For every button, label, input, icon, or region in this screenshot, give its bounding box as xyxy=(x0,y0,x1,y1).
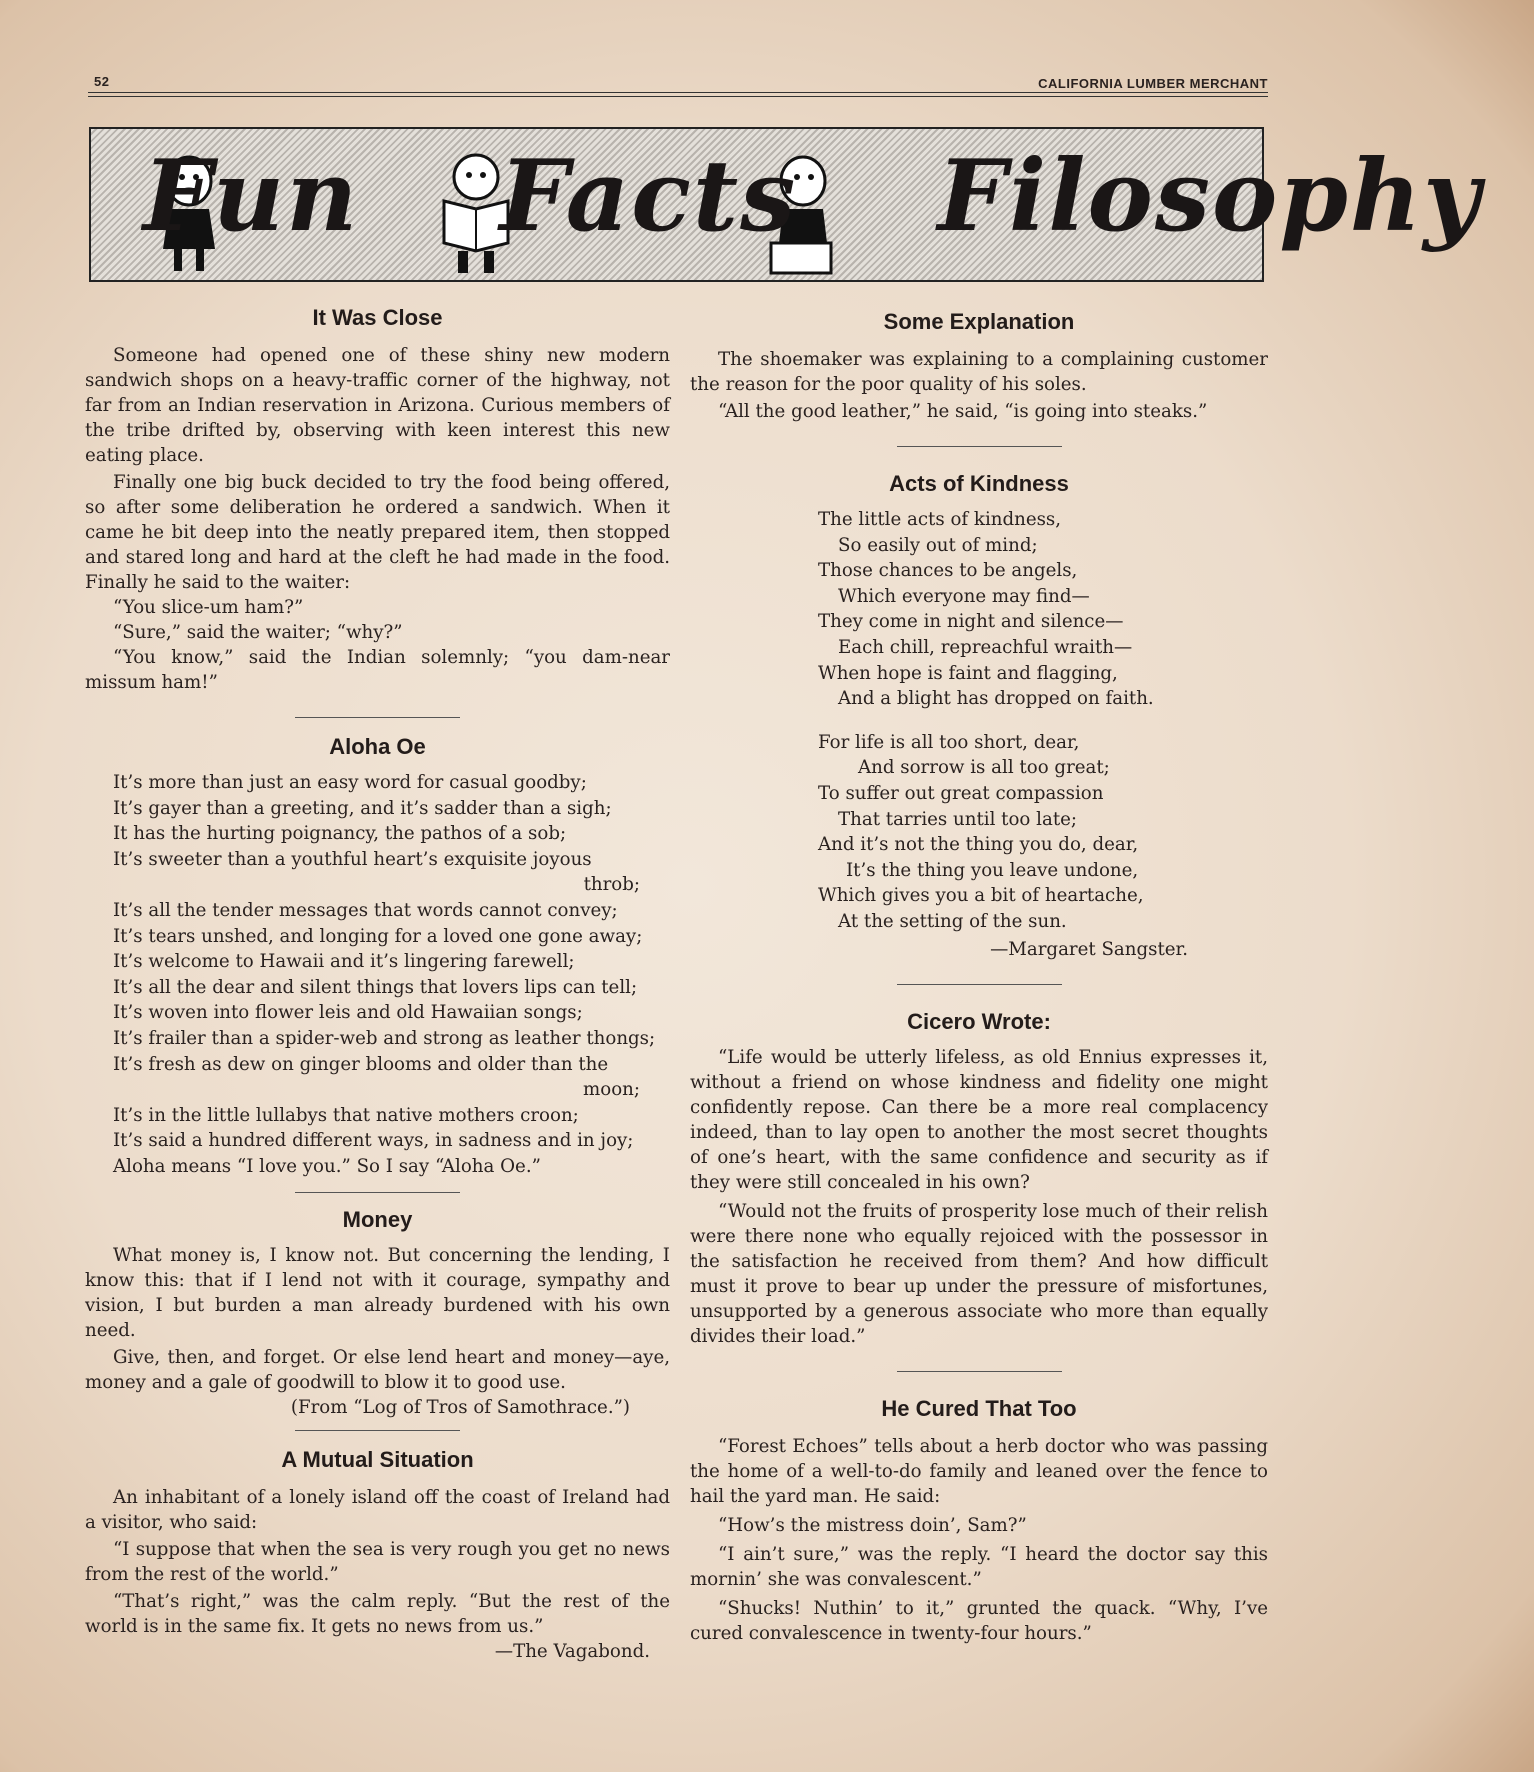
article-paragraph: The shoemaker was explaining to a complaining customer the reason for the poor quality of his soles. xyxy=(690,349,1268,395)
poem-line: It’s all the tender messages that words cannot convey; xyxy=(113,899,618,921)
article-title: He Cured That Too xyxy=(881,1395,1077,1421)
page-number: 52 xyxy=(94,74,110,89)
poem-line: It’s woven into flower leis and old Hawaiian songs; xyxy=(113,1002,583,1024)
poem-line: It’s tears unshed, and longing for a loved one gone away; xyxy=(113,925,643,947)
poem-line: It’s the thing you leave undone, xyxy=(846,859,1139,881)
poem-line: For life is all too short, dear, xyxy=(818,731,1080,753)
banner-word-facts: Facts xyxy=(499,139,798,254)
article-title: It Was Close xyxy=(312,305,443,330)
article-paragraph: “You know,” said the Indian solemnly; “you dam-near missum ham!” xyxy=(85,647,670,693)
banner-word-filosophy: Filosophy xyxy=(937,139,1483,254)
article-title: Cicero Wrote: xyxy=(907,1008,1051,1034)
poem-line: That tarries until too late; xyxy=(838,808,1078,830)
article-paragraph: “You slice-um ham?” xyxy=(113,597,304,618)
poem-line: It’s said a hundred different ways, in sadness and in joy; xyxy=(113,1130,634,1152)
poem xyxy=(690,507,1268,935)
poem-line: It’s more than just an easy word for casual goodby; xyxy=(113,772,587,793)
article-title: Acts of Kindness xyxy=(889,471,1069,496)
poem-line: The little acts of kindness, xyxy=(818,509,1062,530)
poem-line: It’s in the little lullabys that native mothers croon; xyxy=(113,1104,579,1126)
poem-line: It has the hurting poignancy, the pathos of a sob; xyxy=(113,823,567,845)
poem-line: It’s welcome to Hawaii and it’s lingering farewell; xyxy=(113,951,575,973)
poem-line: At the setting of the sun. xyxy=(838,910,1067,932)
poem-line: And it’s not the thing you do, dear, xyxy=(818,834,1139,856)
article-paragraph: Someone had opened one of these shiny new modern sandwich shops on a heavy-traffic corner of the highway, not far from an Indian reservation in Arizona. Curious members of the tribe drifted by, observing with keen interest this new eating place. xyxy=(85,345,670,466)
article-paragraph: “All the good leather,” he said, “is going into steaks.” xyxy=(718,401,1208,422)
article-paragraph: “That’s right,” was the calm reply. “But the rest of the world is in the same fix. It gets no news from us.” xyxy=(85,1590,670,1637)
poem-line: Which gives you a bit of heartache, xyxy=(818,885,1144,907)
article-source: (From “Log of Tros of Samothrace.”) xyxy=(290,1396,630,1418)
article-paragraph: “Forest Echoes” tells about a herb doctor who was passing the home of a well-to-do family and leaned over the fence to hail the yard man. He said: xyxy=(690,1435,1268,1507)
article-paragraph: “Would not the fruits of prosperity lose much of their relish were there none who equally rejoiced with the possessor in the satisfaction he received from them? And how difficult must it prove to bear up under the pressure of misfortunes, unsupported by a generous associate who more than equally divides their load.” xyxy=(690,1200,1268,1347)
article-title: Some Explanation xyxy=(883,309,1075,334)
poem-line: It’s gayer than a greeting, and it’s sadder than a sigh; xyxy=(113,797,612,819)
article-paragraph: “I ain’t sure,” was the reply. “I heard the doctor say this mornin’ she was convalescent.” xyxy=(690,1543,1268,1590)
article-paragraph: “Life would be utterly lifeless, as old Ennius expresses it, without a friend on whose kindness and fidelity one might confidently repose. Can there be a more real complacency indeed, than to lay open to another the most secret thoughts of one’s heart, with the same confidence and security as if they were still concealed in his own? xyxy=(690,1046,1268,1193)
poem-line: So easily out of mind; xyxy=(838,534,1038,556)
poem-line: It’s fresh as dew on ginger blooms and older than the xyxy=(113,1053,609,1075)
poem-line: moon; xyxy=(583,1079,640,1101)
poem-line: It’s sweeter than a youthful heart’s exquisite joyous xyxy=(113,848,592,870)
poem-line: throb; xyxy=(583,874,640,896)
article-paragraph: “Sure,” said the waiter; “why?” xyxy=(113,622,403,643)
article-paragraph: Give, then, and forget. Or else lend heart and money—aye, money and a gale of goodwill to blow it to good use. xyxy=(85,1346,670,1393)
header-rule-thin xyxy=(88,96,1268,97)
article-title: A Mutual Situation xyxy=(281,1446,474,1472)
poem-line: They come in night and silence— xyxy=(818,611,1124,633)
header-rule xyxy=(88,92,1268,93)
column-banner xyxy=(89,127,1483,282)
poem-line: Which everyone may find— xyxy=(838,585,1090,607)
poem-line: Those chances to be angels, xyxy=(818,560,1078,582)
poem-line: It’s all the dear and silent things that lovers lips can tell; xyxy=(113,976,638,998)
banner-word-fun: Fun xyxy=(143,139,360,254)
poem-line: And a blight has dropped on faith. xyxy=(838,688,1154,710)
left-column xyxy=(85,305,670,1664)
poem-line: To suffer out great compassion xyxy=(818,782,1104,804)
right-column xyxy=(690,309,1268,1646)
poem-line: When hope is faint and flagging, xyxy=(818,662,1118,684)
poem-line: It’s frailer than a spider-web and strong as leather thongs; xyxy=(113,1027,656,1049)
article-paragraph: “How’s the mistress doin’, Sam?” xyxy=(718,1514,1027,1536)
article-source: —The Vagabond. xyxy=(494,1640,650,1662)
article-paragraph: “Shucks! Nuthin’ to it,” grunted the quack. “Why, I’ve cured convalescence in twenty-four hours.” xyxy=(690,1597,1268,1644)
article-paragraph: What money is, I know not. But concerning the lending, I know this: that if I lend not with it courage, sympathy and vision, I but burden a man already burdened with his own need. xyxy=(85,1244,670,1341)
article-paragraph: Finally one big buck decided to try the food being offered, so after some deliberation he ordered a sandwich. When it came he bit deep into the neatly prepared item, then stopped and stared long and hard at the cleft he had made in the food. Finally he said to the waiter: xyxy=(85,472,670,593)
article-title: Money xyxy=(342,1206,413,1232)
article-paragraph: An inhabitant of a lonely island off the coast of Ireland had a visitor, who said: xyxy=(85,1486,670,1533)
poem-line: Each chill, repreachful wraith— xyxy=(838,636,1133,658)
page-header xyxy=(88,74,1268,94)
poem-author: —Margaret Sangster. xyxy=(990,938,1188,960)
poem xyxy=(85,770,670,1180)
article-title: Aloha Oe xyxy=(329,734,426,759)
poem-line: Aloha means “I love you.” So I say “Aloha Oe.” xyxy=(113,1155,541,1177)
publication-title: CALIFORNIA LUMBER MERCHANT xyxy=(1038,76,1268,91)
article-paragraph: “I suppose that when the sea is very rough you get no news from the rest of the world.” xyxy=(85,1538,670,1585)
poem-line: And sorrow is all too great; xyxy=(858,757,1110,779)
banner-title xyxy=(91,139,1483,254)
